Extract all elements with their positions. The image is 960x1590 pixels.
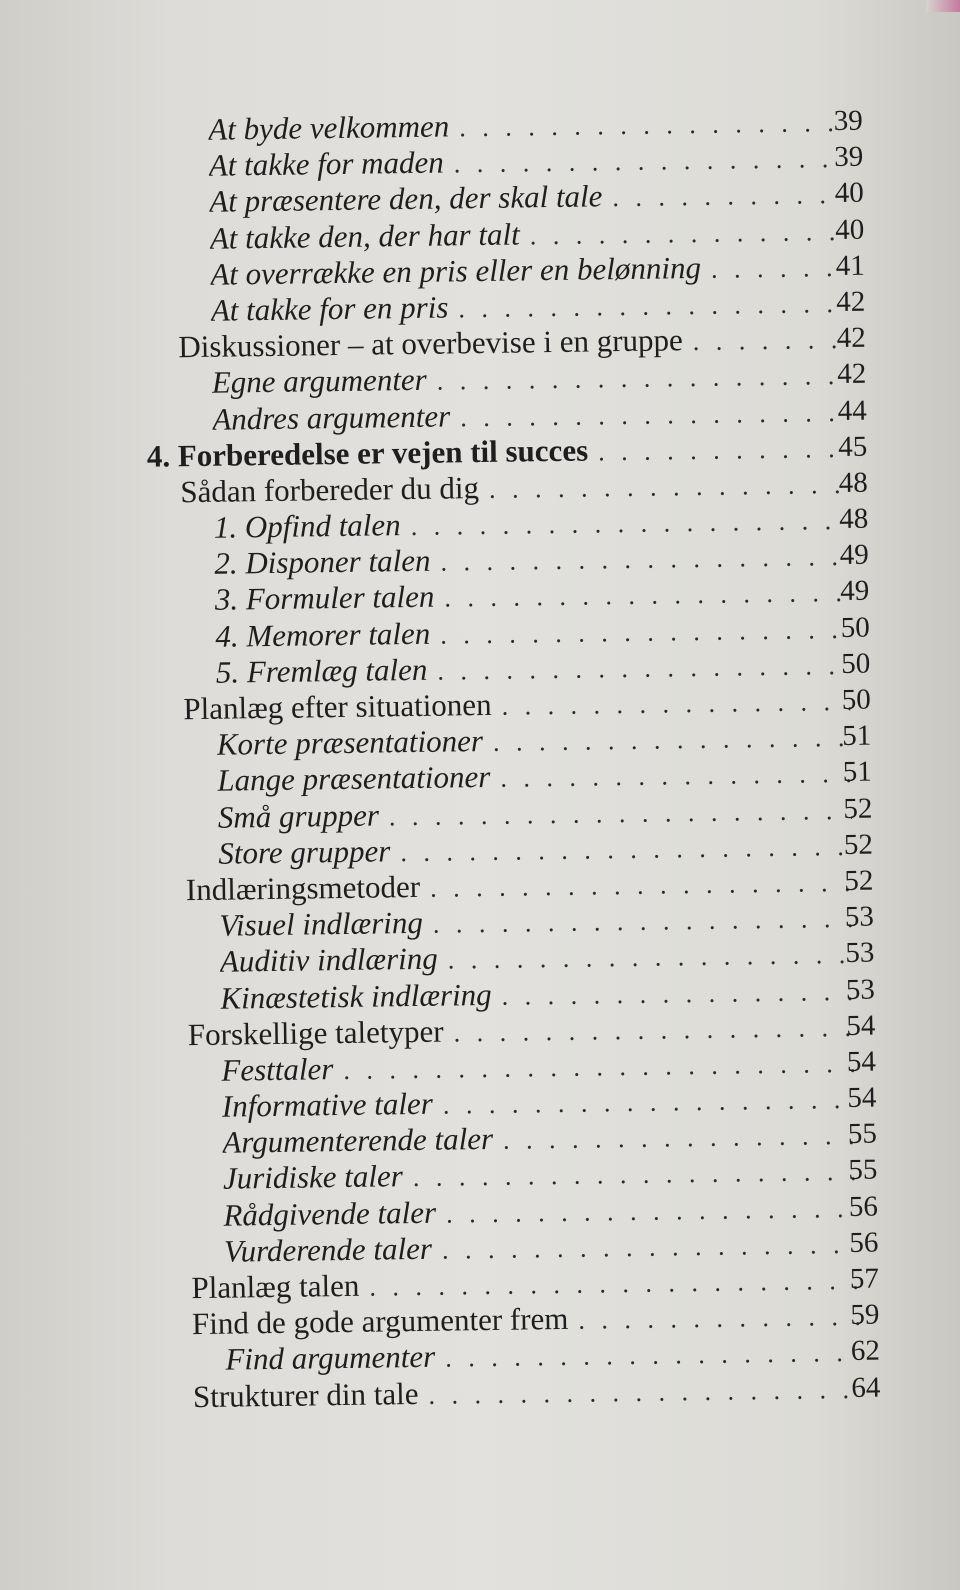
toc-entry-page-number: 51 <box>842 755 873 789</box>
toc-entry-title: Kinæstetisk indlæring <box>220 976 492 1016</box>
toc-entry-page-number: 39 <box>833 104 863 138</box>
toc-entry-page-number: 52 <box>844 864 874 897</box>
dot-leader <box>612 177 843 216</box>
toc-entry-title: At præsentere den, der skal tale <box>209 178 603 220</box>
toc-entry-page-number: 49 <box>840 575 870 608</box>
toc-entry-page-number: 53 <box>845 936 875 970</box>
dot-leader <box>428 1371 860 1413</box>
toc-entry-title: Visuel indlæring <box>219 905 424 943</box>
toc-entry-page-number: 54 <box>846 1045 877 1078</box>
toc-entry-title: Juridiske taler <box>222 1158 404 1197</box>
toc-entry-title: Forskellige taletyper <box>187 1013 444 1052</box>
toc-entry-page-number: 50 <box>841 647 871 680</box>
toc-entry-title: Korte præsentationer <box>216 723 484 762</box>
dot-leader <box>693 322 846 360</box>
toc-entry-page-number: 62 <box>850 1334 881 1368</box>
toc-entry-title: Egne argumenter <box>211 362 427 401</box>
toc-entry-title: Festtaler <box>221 1051 334 1088</box>
toc-entry-page-number: 54 <box>847 1081 877 1115</box>
toc-entry-title: 3. Formuler talen <box>214 579 435 618</box>
toc-entry-title: At byde velkommen <box>208 108 450 147</box>
toc-entry-page-number: 40 <box>835 213 865 246</box>
toc-entry-title: Indlæringsmetoder <box>185 868 421 908</box>
toc-entry-page-number: 48 <box>838 466 868 499</box>
toc-entry-page-number: 49 <box>839 538 870 572</box>
toc-entry-page-number: 40 <box>834 177 864 210</box>
toc-entry-page-number: 53 <box>844 900 875 934</box>
toc-entry-page-number: 64 <box>851 1371 881 1404</box>
toc-entry-title: Find de gode argumenter frem <box>191 1301 569 1342</box>
toc-entry-title: Argumenterende taler <box>222 1121 494 1160</box>
toc-entry-page-number: 55 <box>848 1153 878 1187</box>
toc-entry-title: Planlæg efter situationen <box>183 686 492 727</box>
toc-entry-title: At takke den, der har talt <box>209 216 520 256</box>
toc-entry-title: Auditiv indlæring <box>219 940 438 980</box>
toc-entry-page-number: 53 <box>845 973 876 1006</box>
toc-entry-title: Store grupper <box>218 833 391 871</box>
toc-entry-title: Planlæg talen <box>191 1267 360 1306</box>
toc-entry-title: At takke for en pris <box>210 289 449 328</box>
toc-entry-title: Diskussioner – at overbevise i en gruppe <box>178 322 684 365</box>
toc-entry-page-number: 55 <box>847 1117 878 1151</box>
dot-leader <box>711 250 845 288</box>
toc-entry-page-number: 51 <box>842 719 872 753</box>
toc-entry-page-number: 41 <box>835 249 865 282</box>
toc-entry-page-number: 42 <box>836 285 866 318</box>
toc-entry-title: Informative taler <box>221 1085 434 1124</box>
toc-entry-title: Vurderende taler <box>223 1230 433 1269</box>
toc-entry-title: 4. Forberedelse er vejen til succes <box>146 432 589 474</box>
toc-entry-page-number: 50 <box>841 683 872 717</box>
dot-leader <box>598 431 847 470</box>
toc-entry-page-number: 56 <box>849 1226 879 1259</box>
toc-entry-title: Små grupper <box>217 797 380 835</box>
toc-entry-page-number: 54 <box>846 1009 876 1042</box>
toc-entry-title: At overrække en pris eller en belønning <box>210 249 702 292</box>
toc-entry-title: Lange præsentationer <box>217 759 491 799</box>
toc-entry-page-number: 44 <box>837 394 867 427</box>
page-corner-edge <box>926 0 960 12</box>
toc-entry-title: 1. Opfind talen <box>213 507 401 545</box>
toc-entry-title: Find argumenter <box>225 1339 436 1378</box>
toc-entry-page-number: 57 <box>849 1262 880 1295</box>
table-of-contents <box>0 101 960 1417</box>
toc-entry-page-number: 52 <box>843 828 874 861</box>
toc-entry-page-number: 48 <box>839 502 869 536</box>
toc-entry-title: At takke for maden <box>208 144 445 183</box>
toc-entry-page-number: 45 <box>838 430 868 463</box>
toc-entry-title: 2. Disponer talen <box>214 542 431 582</box>
toc-entry-title: Rådgivende taler <box>223 1194 437 1233</box>
toc-entry-page-number: 56 <box>848 1190 879 1223</box>
toc-entry-title: Sådan forbereder du dig <box>180 469 480 510</box>
toc-entry-title: 5. Fremlæg talen <box>215 651 428 690</box>
toc-entry-title: Andres argumenter <box>212 397 451 437</box>
toc-entry-page-number: 39 <box>833 140 864 174</box>
toc-entry-page-number: 42 <box>837 357 867 391</box>
toc-entry-title: 4. Memorer talen <box>215 615 431 654</box>
toc-entry-title: Strukturer din tale <box>192 1375 419 1414</box>
toc-entry-page-number: 50 <box>840 611 871 644</box>
toc-entry-page-number: 52 <box>843 792 873 825</box>
toc-entry-line <box>193 1369 860 1416</box>
toc-entry-page-number: 59 <box>850 1298 880 1332</box>
toc-entry-page-number: 42 <box>836 321 866 355</box>
